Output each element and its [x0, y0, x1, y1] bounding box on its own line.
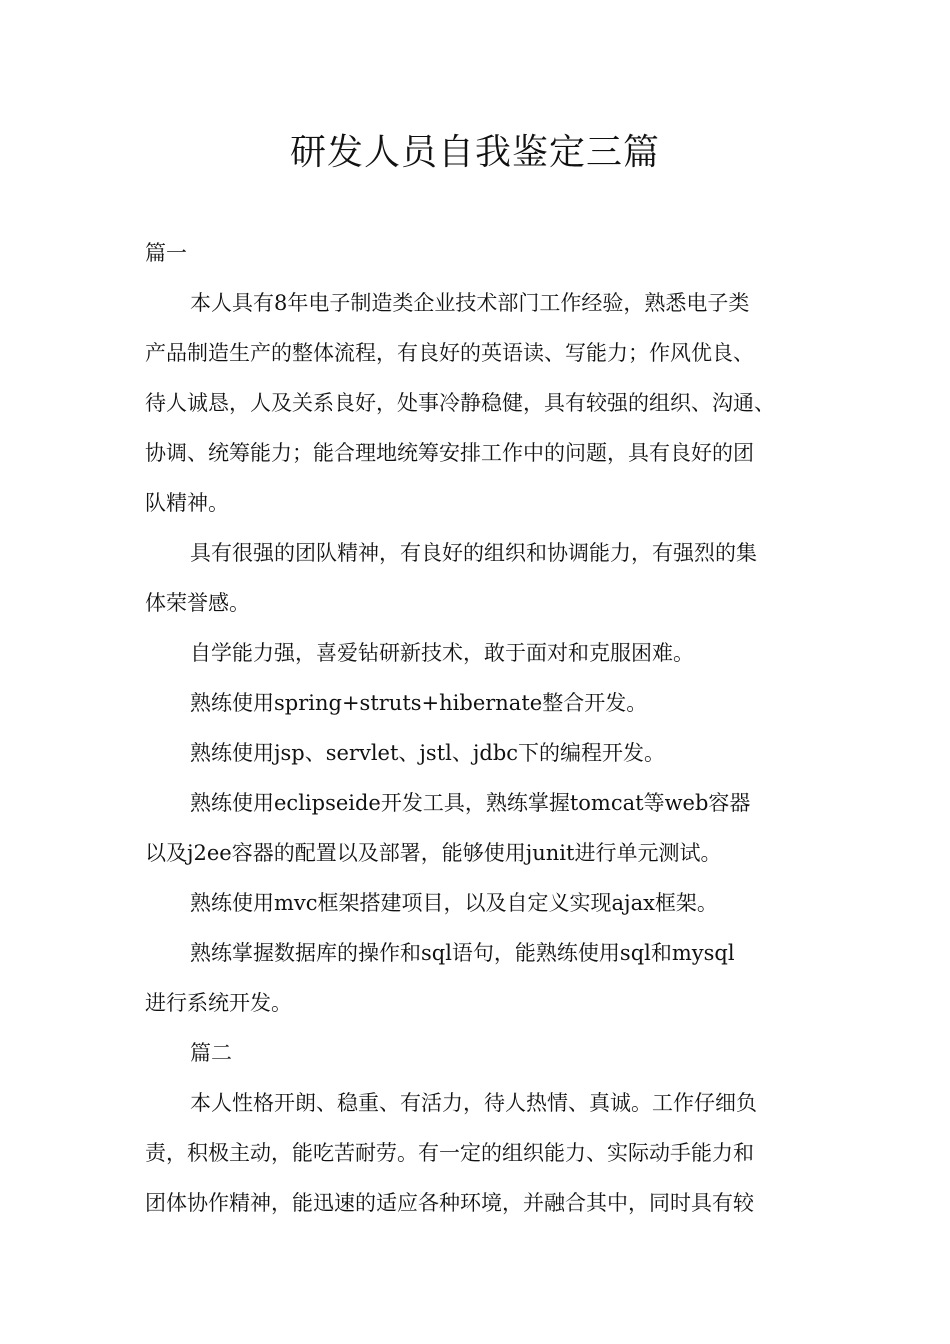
text-line: 队精神。: [145, 491, 229, 515]
text-line: 熟练使用mvc框架搭建项目，以及自定义实现ajax框架。: [190, 891, 718, 915]
text-line: 团体协作精神，能迅速的适应各种环境，并融合其中，同时具有较: [145, 1191, 754, 1215]
text-line: 产品制造生产的整体流程，有良好的英语读、写能力；作风优良、: [145, 341, 754, 365]
document-body: [145, 228, 820, 1228]
text-line: 熟练掌握数据库的操作和sql语句，能熟练使用sql和mysql: [190, 941, 735, 965]
text-line: 协调、统筹能力；能合理地统筹安排工作中的问题，具有良好的团: [145, 441, 754, 465]
text-line: 篇一: [145, 241, 187, 265]
text-line: 体荣誉感。: [145, 591, 250, 615]
text-line: 具有很强的团队精神，有良好的组织和协调能力，有强烈的集: [190, 541, 757, 565]
text-line: 待人诚恳，人及关系良好，处事冷静稳健，具有较强的组织、沟通、: [145, 391, 775, 415]
text-line: 本人具有8年电子制造类企业技术部门工作经验，熟悉电子类: [190, 291, 750, 315]
text-line: 本人性格开朗、稳重、有活力，待人热情、真诚。工作仔细负: [190, 1091, 757, 1115]
document-title: 研发人员自我鉴定三篇: [289, 132, 660, 173]
text-line: 进行系统开发。: [145, 991, 292, 1015]
text-line: 熟练使用jsp、servlet、jstl、jdbc下的编程开发。: [190, 741, 666, 765]
text-line: 责，积极主动，能吃苦耐劳。有一定的组织能力、实际动手能力和: [145, 1141, 754, 1165]
section-heading: 篇二: [190, 1041, 232, 1065]
text-line: 熟练使用eclipseide开发工具，熟练掌握tomcat等web容器: [190, 791, 751, 815]
text-line: 熟练使用spring+struts+hibernate整合开发。: [190, 691, 648, 715]
text-line: 自学能力强，喜爱钻研新技术，敢于面对和克服困难。: [190, 641, 694, 665]
text-line: 以及j2ee容器的配置以及部署，能够使用junit进行单元测试。: [145, 841, 722, 865]
